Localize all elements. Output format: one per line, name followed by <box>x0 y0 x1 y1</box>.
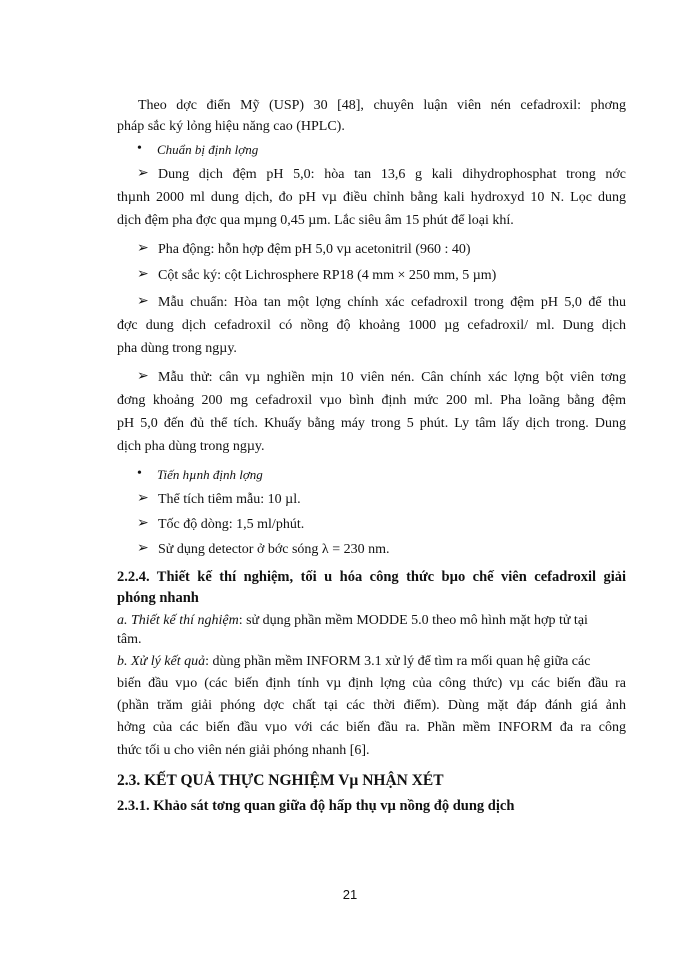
arrow-icon: ➢ <box>137 491 149 506</box>
sample-line-4: dịch pha dùng trong ngµy. <box>117 439 265 454</box>
injection-volume: Thể tích tiêm mẫu: 10 µl. <box>158 492 301 507</box>
item-a-line-1 <box>117 612 588 630</box>
section-chuan-bi: Chuẩn bị định lợng <box>157 142 259 157</box>
item-b-text: : dùng phần mềm INFORM 3.1 xử lý để tìm ra mối quan hệ giữa các <box>205 654 591 669</box>
sample-line-2: đơng khoảng 200 mg cefadroxil vµo bình định mức 200 ml. Pha loãng bằng đệm <box>117 393 626 408</box>
arrow-icon: ➢ <box>137 267 149 282</box>
item-a-label: a. Thiết kế thí nghiệm <box>117 613 239 628</box>
heading-2-2-4-line-1: 2.2.4. Thiết kế thí nghiệm, tối u hóa công thức bµo chế viên cefadroxil giải <box>117 569 626 585</box>
sample-line-3: pH 5,0 đến đủ thể tích. Khuấy bằng máy trong 5 phút. Ly tâm lấy dịch trong. Dung <box>117 416 626 431</box>
standard-line-3: pha dùng trong ngµy. <box>117 341 237 356</box>
standard-line-1: Mẫu chuẩn: Hòa tan một lợng chính xác cefadroxil trong đệm pH 5,0 để thu <box>158 295 626 310</box>
intro-line-2: pháp sắc ký lỏng hiệu năng cao (HPLC). <box>117 119 345 134</box>
heading-2-2-4-line-2: phóng nhanh <box>117 590 199 606</box>
item-a-line-2: tâm. <box>117 632 142 647</box>
page-number: 21 <box>342 887 358 902</box>
bullet-dot: • <box>137 466 142 481</box>
standard-line-2: đợc dung dịch cefadroxil có nồng độ khoảng 1000 µg cefadroxil/ ml. Dung dịch <box>117 318 626 333</box>
item-b-line-3: (phần trăm giải phóng dợc chất tại các thời điểm). Dùng mặt đáp đánh giá ảnh <box>117 698 626 713</box>
flow-rate: Tốc độ dòng: 1,5 ml/phút. <box>158 517 305 532</box>
arrow-icon: ➢ <box>137 294 149 309</box>
item-b-line-2: biến đầu vµo (các biến định tính vµ định lợng của công thức) vµ các biến đầu ra <box>117 676 626 691</box>
sample-line-1: Mẫu thử: cân vµ nghiền mịn 10 viên nén. Cân chính xác lợng bột viên tơng <box>158 370 626 385</box>
arrow-icon: ➢ <box>137 369 149 384</box>
detector: Sử dụng detector ở bớc sóng λ = 230 nm. <box>158 542 390 557</box>
arrow-icon: ➢ <box>137 541 149 556</box>
arrow-icon: ➢ <box>137 166 149 181</box>
intro-line-1: Theo dợc điển Mỹ (USP) 30 [48], chuyên luận viên nén cefadroxil: phơng <box>138 98 626 113</box>
item-b-line-4: hởng của các biến đầu vµo với các biến đầu ra. Phần mềm INFORM đa ra công <box>117 720 626 735</box>
arrow-icon: ➢ <box>137 241 149 256</box>
bullet-dot: • <box>137 141 142 156</box>
column: Cột sắc ký: cột Lichrosphere RP18 (4 mm × 250 mm, 5 µm) <box>158 268 497 283</box>
item-b-line-5: thức tối u cho viên nén giải phóng nhanh [6]. <box>117 743 370 758</box>
item-b-label: b. Xử lý kết quả <box>117 654 206 669</box>
buffer-line-3: dịch đệm pha đợc qua mµng 0,45 µm. Lắc siêu âm 15 phút để loại khí. <box>117 213 514 228</box>
buffer-line-1: Dung dịch đệm pH 5,0: hòa tan 13,6 g kali dihydrophosphat trong nớc <box>158 167 626 182</box>
mobile-phase: Pha động: hỗn hợp đệm pH 5,0 vµ acetonitril (960 : 40) <box>158 242 471 257</box>
item-a-text: : sử dụng phần mềm MODDE 5.0 theo mô hình mặt hợp tử tại <box>238 613 588 628</box>
heading-2-3-1: 2.3.1. Khảo sát tơng quan giữa độ hấp thụ vµ nồng độ dung dịch <box>117 798 515 814</box>
section-tien-hanh: Tiến hµnh định lợng <box>157 467 263 482</box>
buffer-line-2: thµnh 2000 ml dung dịch, đo pH vµ điều chỉnh bằng kali hydroxyd 10 N. Lọc dung <box>117 190 626 205</box>
arrow-icon: ➢ <box>137 516 149 531</box>
item-b-line-1 <box>117 653 590 671</box>
heading-2-3: 2.3. KẾT QUẢ THỰC NGHIỆM Vµ NHẬN XÉT <box>117 772 444 789</box>
